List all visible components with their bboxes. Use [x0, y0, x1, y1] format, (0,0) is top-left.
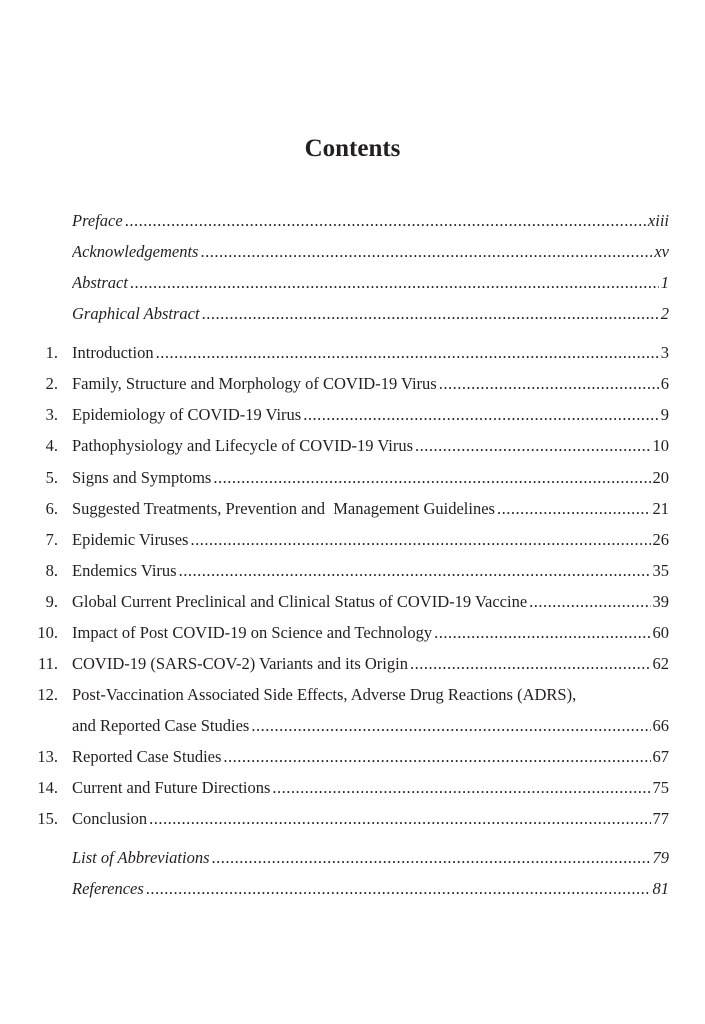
dot-leader	[212, 846, 651, 870]
toc-page-number: xiii	[647, 211, 669, 230]
toc-page-number: 79	[652, 848, 669, 867]
toc-page-number: 9	[660, 405, 669, 424]
toc-entry-references	[0, 877, 705, 901]
toc-chapter-5	[0, 466, 705, 490]
toc-page-number: 20	[652, 468, 669, 487]
chapter-number: 15.	[37, 809, 58, 828]
toc-page-number: 6	[660, 374, 669, 393]
dot-leader	[410, 652, 651, 676]
toc-chapter-15	[0, 807, 705, 831]
dot-leader	[415, 434, 650, 458]
toc-page-number: 21	[652, 499, 669, 518]
chapter-number: 10.	[37, 623, 58, 642]
toc-chapter-10	[0, 621, 705, 645]
toc-entry-label: List of Abbreviations	[72, 848, 210, 867]
toc-entry-label: Epidemic Viruses	[72, 530, 189, 549]
toc-entry-preface	[0, 209, 705, 233]
dot-leader	[251, 714, 650, 738]
dot-leader	[130, 271, 659, 295]
toc-chapter-12-line-1	[0, 683, 705, 707]
toc-entry-label: Conclusion	[72, 809, 148, 828]
toc-page-number: 75	[652, 778, 669, 797]
dot-leader	[125, 209, 646, 233]
chapter-number: 8.	[45, 561, 58, 580]
toc-entry-label: COVID-19 (SARS-COV-2) Variants and its Origin	[72, 654, 408, 673]
chapter-number: 7.	[45, 530, 58, 549]
chapter-number: 2.	[45, 374, 58, 393]
toc-entry-label: Epidemiology of COVID-19 Virus	[72, 405, 302, 424]
chapter-number: 1.	[45, 343, 58, 362]
dot-leader	[146, 877, 651, 901]
toc-entry-label: Endemics Virus	[72, 561, 177, 580]
toc-page-number: 81	[652, 879, 669, 898]
toc-page-number: 39	[652, 592, 669, 611]
chapter-number: 11.	[37, 654, 58, 673]
toc-chapter-8	[0, 559, 705, 583]
dot-leader	[179, 559, 651, 583]
toc-chapter-1	[0, 341, 705, 365]
toc-page-number: 35	[652, 561, 669, 580]
dot-leader	[439, 372, 659, 396]
toc-entry-label: Acknowledgements	[72, 242, 199, 261]
toc-page-number: 77	[652, 809, 669, 828]
toc-entry-label: Global Current Preclinical and Clinical Status of COVID-19 Vaccine	[72, 592, 528, 611]
dot-leader	[434, 621, 650, 645]
chapter-number: 13.	[37, 747, 58, 766]
dot-leader	[272, 776, 650, 800]
toc-entry-label: and Reported Case Studies	[72, 716, 250, 735]
toc-entry-abstract	[0, 271, 705, 295]
dot-leader	[149, 807, 650, 831]
toc-chapter-11	[0, 652, 705, 676]
toc-chapter-14	[0, 776, 705, 800]
toc-page-number: 2	[660, 304, 669, 323]
toc-entry-label: Reported Case Studies	[72, 747, 222, 766]
toc-page-number: 60	[652, 623, 669, 642]
toc-entry-acknowledgements	[0, 240, 705, 264]
dot-leader	[202, 302, 659, 326]
toc-page-number: 3	[660, 343, 669, 362]
toc-page-number: 10	[652, 436, 669, 455]
toc-entry-label: Preface	[72, 211, 123, 230]
toc-chapter-6	[0, 497, 705, 521]
toc-entry-label: Pathophysiology and Lifecycle of COVID-19 Virus	[72, 436, 414, 455]
toc-chapter-4	[0, 434, 705, 458]
chapter-number: 4.	[45, 436, 58, 455]
toc-entry-label: Graphical Abstract	[72, 304, 200, 323]
toc-page-number: 1	[660, 273, 669, 292]
dot-leader	[529, 590, 650, 614]
chapter-number: 9.	[45, 592, 58, 611]
chapter-number: 5.	[45, 468, 58, 487]
toc-entry-label: Abstract	[72, 273, 128, 292]
dot-leader	[200, 240, 652, 264]
dot-leader	[303, 403, 659, 427]
toc-chapter-12-line-2	[0, 714, 705, 738]
toc-chapter-2	[0, 372, 705, 396]
toc-chapter-9	[0, 590, 705, 614]
chapter-number: 12.	[37, 685, 58, 704]
chapter-number: 6.	[45, 499, 58, 518]
toc-page-number: xv	[654, 242, 669, 261]
dot-leader	[190, 528, 650, 552]
toc-page-number: 26	[652, 530, 669, 549]
toc-entry-graphical-abstract	[0, 302, 705, 326]
toc-entry-label: Signs and Symptoms	[72, 468, 212, 487]
toc-page-number: 66	[652, 716, 669, 735]
toc-entry-label: References	[72, 879, 144, 898]
dot-leader	[156, 341, 659, 365]
toc-entry-label: Family, Structure and Morphology of COVID-19 Virus	[72, 374, 437, 393]
toc-page-number: 67	[652, 747, 669, 766]
toc-entry-label: Current and Future Directions	[72, 778, 271, 797]
toc-entry-label: Introduction	[72, 343, 154, 362]
toc-page-number: 62	[652, 654, 669, 673]
dot-leader	[497, 497, 651, 521]
dot-leader	[223, 745, 650, 769]
chapter-number: 3.	[45, 405, 58, 424]
toc-entry-label-line-1: Post-Vaccination Associated Side Effects, Adverse Drug Reactions (ADRS),	[72, 685, 577, 704]
dot-leader	[213, 466, 650, 490]
toc-entry-label: Impact of Post COVID-19 on Science and Technology	[72, 623, 433, 642]
chapter-number: 14.	[37, 778, 58, 797]
toc-chapter-13	[0, 745, 705, 769]
toc-chapter-3	[0, 403, 705, 427]
toc-chapter-7	[0, 528, 705, 552]
toc-entry-label: Suggested Treatments, Prevention and Management Guidelines	[72, 499, 495, 518]
page-title: Contents	[304, 135, 401, 162]
toc-entry-list-of-abbreviations	[0, 846, 705, 870]
